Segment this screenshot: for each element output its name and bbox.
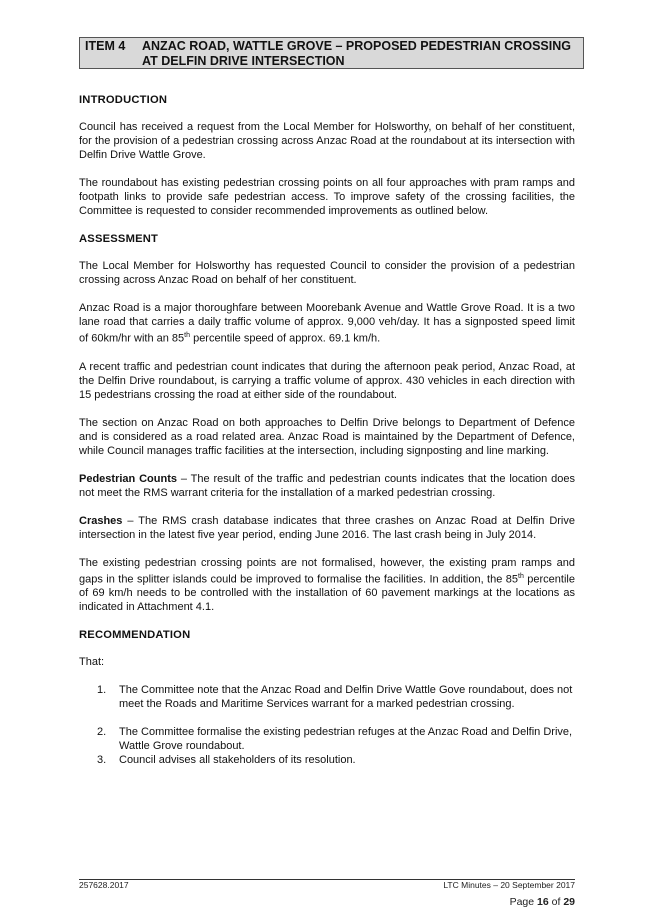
pedestrian-counts-label: Pedestrian Counts: [79, 472, 177, 485]
assessment-paragraph: The existing pedestrian crossing points are not formalised, however, the existing pram ramps and gaps in the splitter islands could be improved to formalise the facilities. In addition, the 85th percentile of 69 km/h needs to be controlled with the installation of 60 pavement markings at the locations as indicated in Attachment 4.1.: [79, 556, 575, 614]
minutes-label: LTC Minutes – 20 September 2017: [443, 880, 575, 890]
item-number: ITEM 4: [85, 39, 126, 53]
list-item: [79, 725, 575, 753]
document-reference: 257628.2017: [79, 880, 129, 890]
assessment-paragraph: Anzac Road is a major thoroughfare between Moorebank Avenue and Wattle Grove Road. It is a two lane road that carries a daily traffic volume of approx. 9,000 veh/day. It has a signposted speed limit of 60km/hr with an 85th percentile speed of approx. 69.1 km/h.: [79, 302, 575, 345]
introduction-paragraph: Council has received a request from the Local Member for Holsworthy, on behalf of her constituent, for the provision of a pedestrian crossing across Anzac Road at the roundabout at its intersection with Delfin Drive Wattle Grove.: [79, 121, 575, 161]
list-item-number: 2.: [97, 726, 107, 739]
pedestrian-counts-paragraph: Pedestrian Counts – The result of the traffic and pedestrian counts indicates that the location does not meet the RMS warrant criteria for the installation of a marked pedestrian crossing.: [79, 472, 576, 499]
introduction-heading: INTRODUCTION: [79, 94, 168, 106]
assessment-heading: ASSESSMENT: [79, 233, 159, 245]
list-item-text: The Committee formalise the existing pedestrian refuges at the Anzac Road and Delfin Drive, Wattle Grove roundabout.: [119, 726, 573, 753]
report-body: [79, 93, 575, 767]
recommendation-intro: That:: [79, 656, 105, 669]
crashes-paragraph: Crashes – The RMS crash database indicates that three crashes on Anzac Road at Delfin Drive intersection in the latest five year period, ending June 2016. The last crash being in July 2014.: [79, 514, 575, 541]
list-item-text: Council advises all stakeholders of its resolution.: [119, 754, 356, 767]
assessment-paragraph: A recent traffic and pedestrian count indicates that during the afternoon peak period, Anzac Road, at the Delfin Drive roundabout, is carrying a traffic volume of approx. 430 vehicles in each direction with 15 pedestrians crossing the road at either side of the roundabout.: [79, 360, 575, 401]
introduction-paragraph: The roundabout has existing pedestrian crossing points on all four approaches with pram ramps and footpath links to provide safe pedestrian access. To improve safety of the crossing facilities, the Committee is requested to consider recommended improvements as outlined below.: [79, 177, 575, 217]
list-item: [79, 683, 575, 711]
assessment-paragraph: The section on Anzac Road on both approaches to Delfin Drive belongs to Department of Defence and is considered as a road related area. Anzac Road is maintained by the Department of Defence, while Council manages traffic facilities at the intersection, including signposting and line marking.: [79, 416, 575, 457]
crashes-label: Crashes: [79, 514, 123, 527]
list-item-number: 3.: [97, 754, 107, 767]
page-number: Page 16 of 29: [509, 896, 575, 908]
recommendation-heading: RECOMMENDATION: [79, 629, 191, 642]
item-header: [79, 37, 584, 69]
assessment-paragraph: The Local Member for Holsworthy has requested Council to consider the provision of a pedestrian crossing across Anzac Road on behalf of her constituent.: [79, 260, 575, 286]
item-title: ANZAC ROAD, WATTLE GROVE – PROPOSED PEDESTRIAN CROSSING AT DELFIN DRIVE INTERSECTION: [142, 39, 571, 68]
list-item: [79, 753, 575, 767]
list-item-text: The Committee note that the Anzac Road and Delfin Drive Wattle Gove roundabout, does not meet the Roads and Maritime Services warrant for a marked pedestrian crossing.: [119, 684, 573, 711]
recommendation-list: [79, 683, 575, 767]
list-item-number: 1.: [97, 684, 107, 697]
